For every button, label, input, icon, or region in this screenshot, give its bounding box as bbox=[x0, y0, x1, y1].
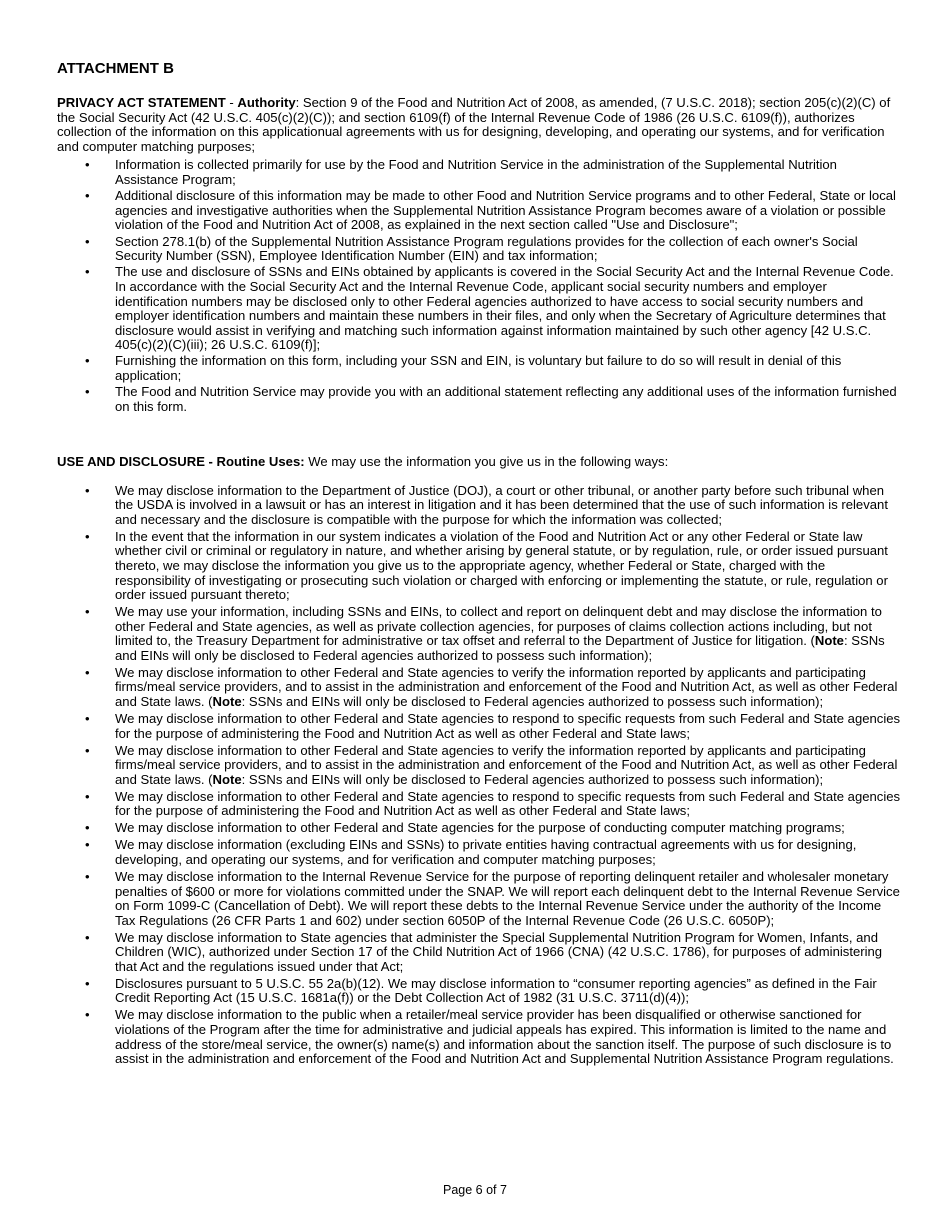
list-item: • In the event that the information in our system indicates a violation of the Food and Nutrition Act or any other Federal or State law whether civil or criminal or regulatory in nature, and whether arising by general statute, or by regulation, rule, or order issued pursuant thereto, we may disclose the information you give us to the appropriate agency, whether Federal or State, charged with the responsibility of investigating or prosecuting such violation or charged with enforcing or implementing the statute, or rule, regulation or order issued pursuant thereto; bbox=[57, 530, 903, 603]
list-item bbox=[57, 744, 903, 788]
use-and-disclosure-section bbox=[57, 455, 903, 1069]
note-text: : SSNs and EINs will only be disclosed to Federal agencies authorized to possess such information); bbox=[241, 694, 824, 710]
page-number: Page 6 of 7 bbox=[443, 1183, 507, 1197]
list-item: • Furnishing the information on this form, including your SSN and EIN, is voluntary but failure to do so will result in denial of this application; bbox=[57, 354, 903, 383]
privacy-act-heading: PRIVACY ACT STATEMENT bbox=[57, 95, 226, 110]
authority-text: : Section 9 of the Food and Nutrition Act of 2008, as amended, (7 U.S.C. 2018); section 205(c)(2)(C) of the Social Security Act (42 U.S.C. 405(c)(2)(C)); and section 6109(f) of the Internal Revenue Code of 1986 (26 U.S.C. 6109(f)), authorizes collection of the information on this applicationual agreements with us for designing, developing, and operating our systems, and for verification and computer matching purposes; bbox=[57, 95, 891, 154]
list-item: • The use and disclosure of SSNs and EINs obtained by applicants is covered in the Social Security Act and the Internal Revenue Code. In accordance with the Social Security Act and the Internal Revenue Code, applicant social security numbers and employer identification numbers may be disclosed only to other Federal agencies authorized to have access to social security numbers and employer identification numbers and maintain these numbers in their files, and only when the Secretary of Agriculture determines that disclosure would assist in verifying and matching such information against information maintained by such other agency [42 U.S.C. 405(c)(2)(C)(iii); 26 U.S.C. 6109(f)]; bbox=[57, 265, 903, 353]
list-item: • We may disclose information to State agencies that administer the Special Supplemental Nutrition Program for Women, Infants, and Children (WIC), authorized under Section 17 of the Child Nutrition Act of 1966 (CNA) (42 U.S.C. 1786), for purposes of administering that Act and the regulations issued under that Act; bbox=[57, 931, 903, 975]
list-item: • We may disclose information to the Department of Justice (DOJ), a court or other tribunal, or another party before such tribunal when the USDA is involved in a lawsuit or has an interest in litigation and it has been determined that the use of such information is relevant and necessary and the disclosure is compatible with the purpose for which the information was collected; bbox=[57, 484, 903, 528]
list-item: • We may disclose information to other Federal and State agencies for the purpose of conducting computer matching programs; bbox=[57, 821, 903, 836]
privacy-act-dash: - bbox=[225, 95, 238, 110]
note-text: : SSNs and EINs will only be disclosed to Federal agencies authorized to possess such information); bbox=[241, 771, 824, 787]
privacy-act-section bbox=[57, 96, 903, 416]
list-item bbox=[57, 605, 903, 663]
list-item: • We may disclose information to the public when a retailer/meal service provider has been disqualified or otherwise sanctioned for violations of the Program after the time for administrative and judicial appeals has expired. This information is limited to the name and address of the store/meal service, the owner(s) name(s) and information about the sanction itself. The purpose of such disclosure is to assist in the administration and enforcement of the Food and Nutrition Act and Supplemental Nutrition Assistance Program regulations. bbox=[57, 1008, 903, 1066]
note-label: Note bbox=[212, 771, 242, 787]
list-item: • Additional disclosure of this information may be made to other Food and Nutrition Service programs and to other Federal, State or local agencies and investigative authorities when the Supplemental Nutrition Assistance Program becomes aware of a violation or possible violation of the Food and Nutrition Act of 2008, as explained in the next section called "Use and Disclosure"; bbox=[57, 189, 903, 233]
note-label: Note bbox=[814, 633, 844, 649]
list-item: • We may disclose information to other Federal and State agencies to respond to specific requests from such Federal and State agencies for the purpose of administering the Food and Nutrition Act as well as other Federal and State laws; bbox=[57, 712, 903, 741]
note-text: : SSNs and EINs will only be disclosed to Federal agencies authorized to possess such information); bbox=[115, 633, 885, 663]
list-item: • Information is collected primarily for use by the Food and Nutrition Service in the administration of the Supplemental Nutrition Assistance Program; bbox=[57, 158, 903, 187]
routine-uses-list bbox=[57, 484, 903, 1067]
use-disclosure-paragraph bbox=[57, 455, 903, 470]
list-item-text: We may disclose information to other Federal and State agencies to verify the information reported by applicants and participating firms/meal service providers, and to assist in the administration and enforcement of the Food and Nutrition Act, as well as other Federal and State laws. ( bbox=[115, 664, 898, 710]
authority-label: Authority bbox=[237, 95, 296, 110]
privacy-act-paragraph bbox=[57, 96, 903, 154]
list-item-text: We may use your information, including SSNs and EINs, to collect and report on delinquent debt and may disclose the information to other Federal and State agencies, as well as private collection agencies, for purposes of claims collection actions including, but not limited to, the Treasury Department for administrative or tax offset and referral to the Department of Justice for litigation. ( bbox=[115, 604, 882, 649]
list-item: • The Food and Nutrition Service may provide you with an additional statement reflecting any additional uses of the information furnished on this form. bbox=[57, 385, 903, 414]
note-label: Note bbox=[212, 694, 242, 710]
attachment-title: ATTACHMENT B bbox=[57, 60, 174, 77]
privacy-act-list bbox=[57, 158, 903, 414]
list-item: • Disclosures pursuant to 5 U.S.C. 55 2a(b)(12). We may disclose information to “consumer reporting agencies” as defined in the Fair Credit Reporting Act (15 U.S.C. 1681a(f)) or the Debt Collection Act of 1982 (31 U.S.C. 3711(d)(4)); bbox=[57, 977, 903, 1006]
list-item-text: We may disclose information to other Federal and State agencies to verify the information reported by applicants and participating firms/meal service providers, and to assist in the administration and enforcement of the Food and Nutrition Act, as well as other Federal and State laws. ( bbox=[115, 742, 898, 787]
use-disclosure-intro: We may use the information you give us in the following ways: bbox=[304, 454, 669, 469]
list-item bbox=[57, 666, 903, 710]
use-disclosure-heading: USE AND DISCLOSURE - Routine Uses: bbox=[57, 454, 305, 469]
list-item: • We may disclose information to the Internal Revenue Service for the purpose of reporting delinquent retailer and wholesaler monetary penalties of $600 or more for violations committed under the SNAP. We will report each delinquent debt to the Internal Revenue Service on Form 1099-C (Cancellation of Debt). We will report these debts to the Internal Revenue Service under the authority of the Income Tax Regulations (26 CFR Parts 1 and 602) under section 6050P of the Internal Revenue Code (26 U.S.C. 6050P); bbox=[57, 870, 903, 928]
list-item: • Section 278.1(b) of the Supplemental Nutrition Assistance Program regulations provides for the collection of each owner's Social Security Number (SSN), Employee Identification Number (EIN) and tax information; bbox=[57, 235, 903, 264]
list-item: • We may disclose information (excluding EINs and SSNs) to private entities having contractual agreements with us for designing, developing, and operating our systems, and for verification and computer matching purposes; bbox=[57, 838, 903, 867]
list-item: • We may disclose information to other Federal and State agencies to respond to specific requests from such Federal and State agencies for the purpose of administering the Food and Nutrition Act as well as other Federal and State laws; bbox=[57, 790, 903, 819]
